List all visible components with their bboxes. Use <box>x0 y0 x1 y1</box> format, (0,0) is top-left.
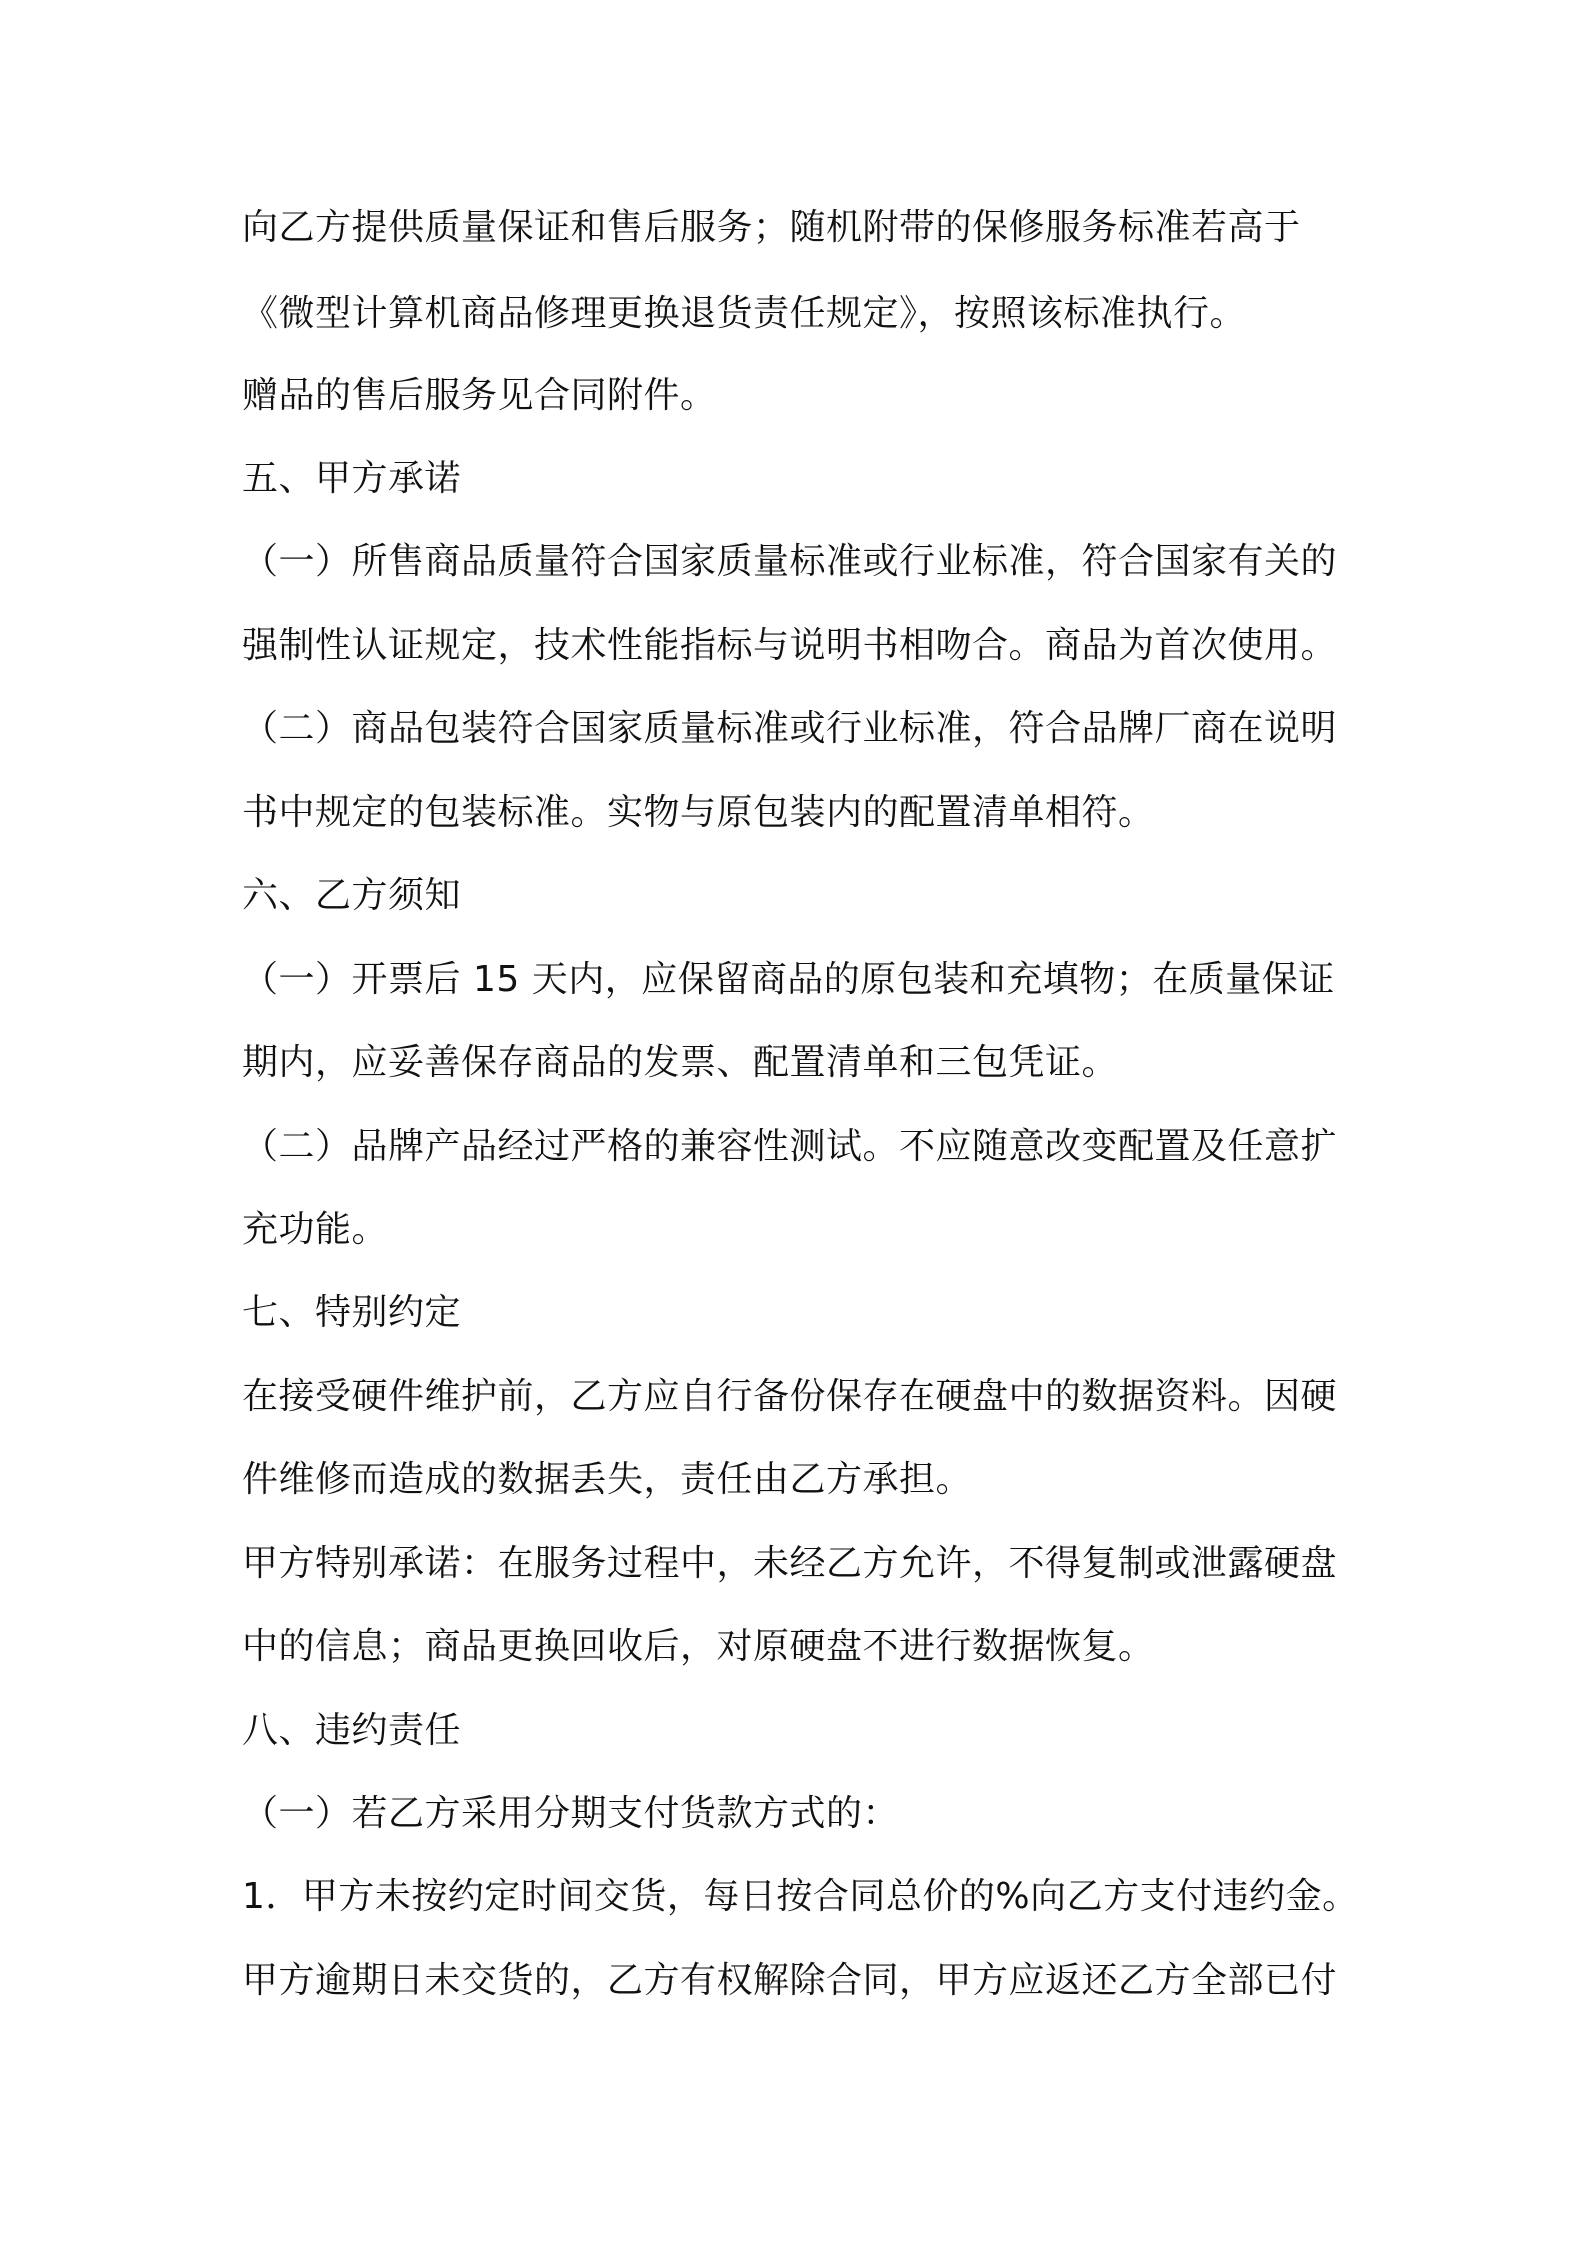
paragraph-line: 甲方特别承诺：在服务过程中，未经乙方允许，不得复制或泄露硬盘 <box>242 1543 1338 1584</box>
paragraph-line: 充功能。 <box>242 1209 389 1250</box>
paragraph-line: （一）若乙方采用分期支付货款方式的： <box>242 1793 900 1834</box>
paragraph-line: （二）品牌产品经过严格的兼容性测试。不应随意改变配置及任意扩 <box>242 1126 1338 1167</box>
paragraph-line: 《微型计算机商品修理更换退货责任规定》，按照该标准执行。 <box>242 293 1247 334</box>
section-heading: 七、特别约定 <box>242 1292 462 1333</box>
paragraph-line: 书中规定的包装标准。实物与原包装内的配置清单相符。 <box>242 792 1155 833</box>
paragraph-line: 赠品的售后服务见合同附件。 <box>242 375 717 416</box>
paragraph-line: 中的信息；商品更换回收后，对原硬盘不进行数据恢复。 <box>242 1626 1155 1667</box>
paragraph-line: （一）所售商品质量符合国家质量标准或行业标准，符合国家有关的 <box>242 541 1338 582</box>
paragraph-line: 向乙方提供质量保证和售后服务；随机附带的保修服务标准若高于 <box>242 207 1301 248</box>
paragraph-line: 强制性认证规定，技术性能指标与说明书相吻合。商品为首次使用。 <box>242 625 1338 666</box>
paragraph-line: （二）商品包装符合国家质量标准或行业标准，符合品牌厂商在说明 <box>242 708 1338 749</box>
section-heading: 六、乙方须知 <box>242 875 462 916</box>
paragraph-line: 期内，应妥善保存商品的发票、配置清单和三包凭证。 <box>242 1042 1119 1083</box>
paragraph-line: 甲方逾期日未交货的，乙方有权解除合同，甲方应返还乙方全部已付 <box>242 1960 1338 2001</box>
paragraph-line: 件维修而造成的数据丢失，责任由乙方承担。 <box>242 1459 973 1500</box>
section-heading: 五、甲方承诺 <box>242 458 462 499</box>
paragraph-line: 1．甲方未按约定时间交货，每日按合同总价的%向乙方支付违约金。 <box>242 1876 1359 1917</box>
paragraph-line: （一）开票后 15 天内，应保留商品的原包装和充填物；在质量保证 <box>242 959 1335 1000</box>
paragraph-line: 在接受硬件维护前，乙方应自行备份保存在硬盘中的数据资料。因硬 <box>242 1376 1338 1417</box>
section-heading: 八、违约责任 <box>242 1710 462 1751</box>
